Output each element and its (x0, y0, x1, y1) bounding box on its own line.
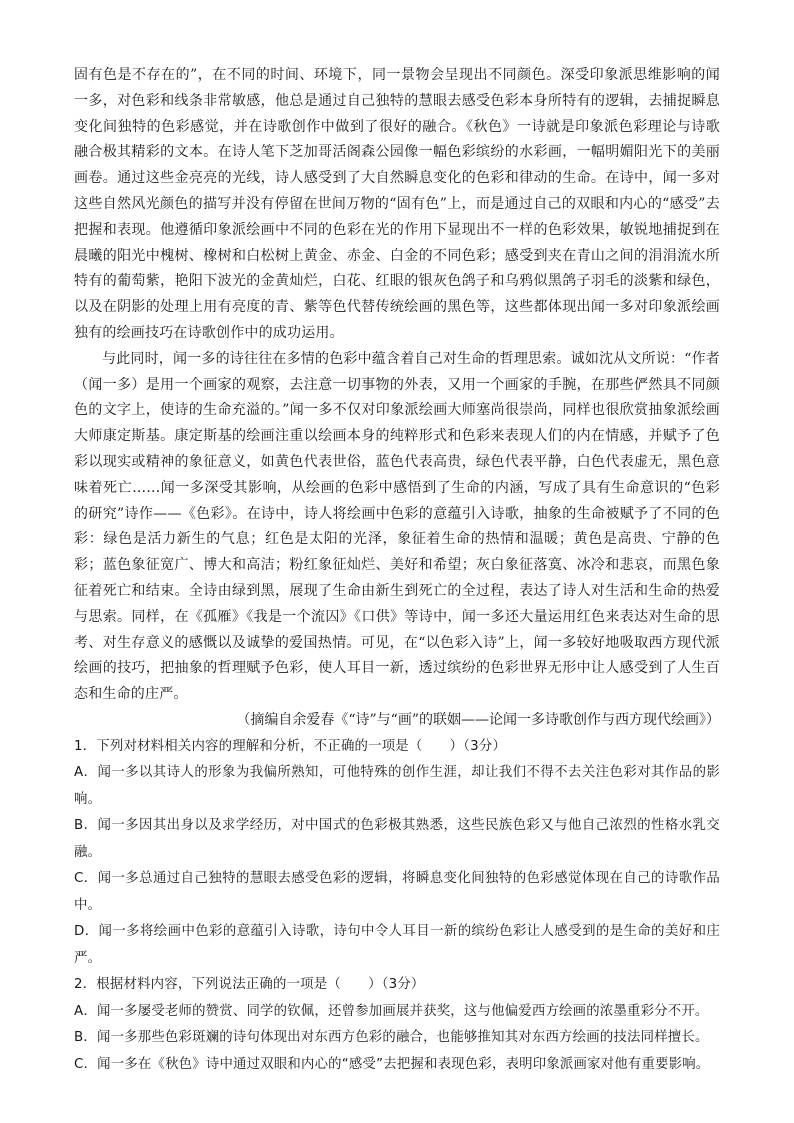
question-2-option-b: B．闻一多那些色彩斑斓的诗句体现出对东西方色彩的融合，也能够推知其对东西方绘画的技法同样擅长。 (74, 1030, 709, 1046)
question-2-stem: 2．根据材料内容，下列说法正确的一项是（ ）（3分） (74, 977, 425, 993)
question-1-option-b: B．闻一多因其出身以及求学经历，对中国式的色彩极其熟悉，这些民族色彩又与他自己浓烈的性格水乳交融。 (74, 818, 720, 860)
passage-source: （摘编自余爱春《“诗”与“画”的联姻——论闻一多诗歌创作与西方现代绘画》） (236, 711, 720, 728)
question-1-option-a: A．闻一多以其诗人的形象为我偏所熟知，可他特殊的创作生涯，却让我们不得不去关注色彩对其作品的影响。 (74, 765, 720, 807)
question-1-option-c: C．闻一多总通过自己独特的慧眼去感受色彩的逻辑，将瞬息变化间独特的色彩感觉体现在自己的诗歌作品中。 (74, 871, 720, 913)
question-1 (74, 734, 720, 973)
question-2-option-a: A．闻一多屡受老师的赞赏、同学的钦佩，还曾参加画展并获奖，这与他偏爱西方绘画的浓墨重彩分不开。 (74, 1003, 709, 1019)
question-2 (74, 972, 720, 1078)
question-1-option-d: D．闻一多将绘画中色彩的意蕴引入诗歌，诗句中令人耳目一新的缤纷色彩让人感受到的是生命的美好和庄严。 (74, 924, 720, 966)
question-1-stem: 1．下列对材料相关内容的理解和分析，不正确的一项是（ ）（3分） (74, 738, 507, 754)
question-2-option-c: C．闻一多在《秋色》诗中通过双眼和内心的“感受”去把握和表现色彩，表明印象派画家对他有重要影响。 (74, 1056, 710, 1072)
passage-paragraph-1: 固有色是不存在的”，在不同的时间、环境下，同一景物会呈现出不同颜色。深受印象派思维影响的闻一多，对色彩和线条非常敏感，他总是通过自己独特的慧眼去感受色彩本身所特有的逻辑，去捕捉瞬息变化间独特的色彩感觉，并在诗歌创作中做到了很好的融合。《秋色》一诗就是印象派色彩理论与诗歌融合极其精彩的文本。在诗人笔下芝加哥活阁森公园像一幅色彩缤纷的水彩画，一幅明媚阳光下的美丽画卷。通过这些金亮亮的光线，诗人感受到了大自然瞬息变化的色彩和律动的生命。在诗中，闻一多对这些自然风光颜色的描写并没有停留在世间万物的“固有色”上，而是通过自己的双眼和内心的“感受”去把握和表现。他遵循印象派绘画中不同的色彩在光的作用下显现出不一样的色彩效果，敏锐地捕捉到在晨曦的阳光中槐树、橡树和白松树上黄金、赤金、白金的不同色彩；感受到夹在青山之间的涓涓流水所特有的葡萄紫，艳阳下波光的金黄灿烂，白花、红眼的银灰色鸽子和乌鸦似黑鸽子羽毛的淡紫和绿色，以及在阴影的处理上用有亮度的青、紫等色代替传统绘画的黑色等，这些都体现出闻一多对印象派绘画独有的绘画技巧在诗歌创作中的成功运用。 (74, 67, 720, 341)
passage-paragraph-2: 与此同时，闻一多的诗往往在多情的色彩中蕴含着自己对生命的哲理思索。诚如沈从文所说：“作者（闻一多）是用一个画家的观察，去注意一切事物的外表，又用一个画家的手腕，在那些俨然具不同颜色的文字上，使诗的生命充溢的。”闻一多不仅对印象派绘画大师塞尚很崇尚，同样也很欣赏抽象派绘画大师康定斯基。康定斯基的绘画注重以绘画本身的纯粹形式和色彩来表现人们的内在情感，并赋予了色彩以现实或精神的象征意义，如黄色代表世俗，蓝色代表高贵，绿色代表平静，白色代表虚无，黑色意味着死亡……闻一多深受其影响，从绘画的色彩中感悟到了生命的内涵，写成了具有生命意识的“色彩的研究”诗作——《色彩》。在诗中，诗人将绘画中色彩的意蕴引入诗歌，抽象的生命被赋予了不同的色彩：绿色是活力新生的气息；红色是太阳的光泽，象征着生命的热情和温暖；黄色是高贵、宁静的色彩；蓝色象征宽广、博大和高洁；粉红象征灿烂、美好和希望；灰白象征落寞、冰冷和悲哀，而黑色象征着死亡和结束。全诗由绿到黑，展现了生命由新生到死亡的全过程，表达了诗人对生活和生命的热爱与思索。同样，在《孤雁》《我是一个流囚》《口供》等诗中，闻一多还大量运用红色来表达对生命的思考、对生存意义的感慨以及诚挚的爱国热情。可见，在“以色彩入诗”上，闻一多较好地吸取西方现代派绘画的技巧，把抽象的哲理赋予色彩，使人耳目一新，透过缤纷的色彩世界无形中让人感受到了人生百态和生命的庄严。 (74, 350, 720, 703)
